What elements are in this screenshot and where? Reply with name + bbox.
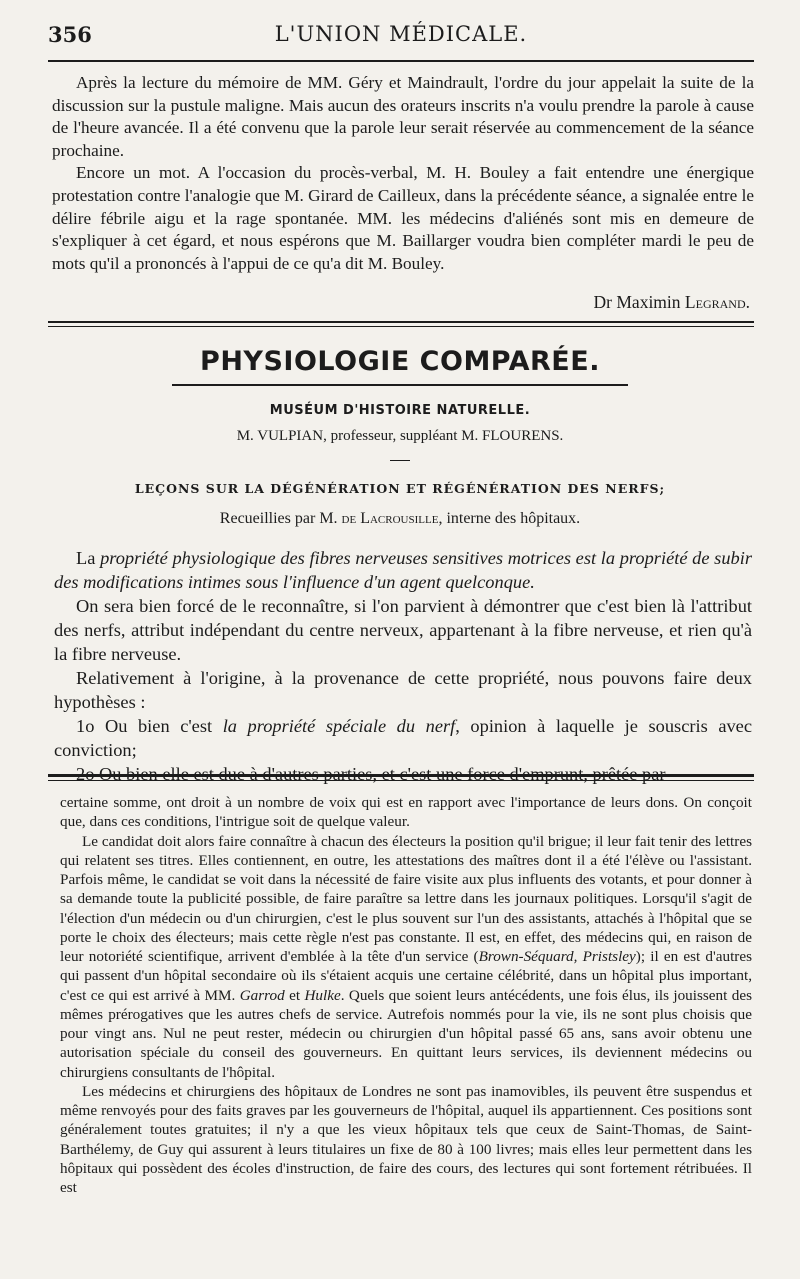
italic-thesis: propriété physiologique des fibres nerveuses sensitives motrices est la propriété de subir des modifications intimes sous l'influence d'un agent quelconque. [54, 548, 752, 592]
body-paragraph: 1o Ou bien c'est la propriété spéciale du nerf, opinion à laquelle je souscris avec conviction; [54, 716, 752, 760]
feuilleton-paragraph: Les médecins et chirurgiens des hôpitaux de Londres ne sont pas inamovibles, ils peuvent être suspendus et même renvoyés pour des faits graves par les gouverneurs de l'hôpital, auquel ils appartiennent. Ces positions sont généralement toutes gratuites; il n'y a que les vieux hôpitaux tels que ceux de Saint-Thomas, de Saint-Barthélemy, de Guy qui assurent à leurs titulaires un fixe de 80 à 100 livres; mais elles leur permettent dans les hôpitaux qui possèdent des écoles d'instruction, de faire des cours, des lectures qui sont fortement rétribuées. Il est [60, 1082, 752, 1196]
signature [594, 292, 750, 313]
lesson-title: LEÇONS SUR LA DÉGÉNÉRATION ET RÉGÉNÉRATION DES NERFS; [134, 481, 666, 496]
section-title: PHYSIOLOGIE COMPARÉE. [200, 346, 600, 377]
section-rule-bottom [48, 326, 754, 327]
title-underline [172, 384, 628, 386]
collected-name: de Lacrousille [341, 510, 439, 527]
signature-name: Legrand. [684, 292, 750, 312]
page-number: 356 [48, 22, 92, 47]
institution: MUSÉUM D'HISTOIRE NATURELLE. [269, 403, 531, 418]
top-paragraph: Encore un mot. A l'occasion du procès-verbal, M. H. Bouley a fait entendre une énergique protestation contre l'analogie que M. Girard de Cailleux, dans la précédente séance, a signalée entre le délire fébrile aigu et la rage spontanée. MM. les médecins d'aliénés sont mis en demeure de s'expliquer à cet égard, et nous espérons que M. Baillarger voudra bien compléter mardi le peu de mots qu'il a prononcés à l'appui de ce qu'a dit M. Bouley. [52, 163, 754, 273]
header-rule [48, 60, 754, 62]
feuilleton-rule-top [48, 774, 754, 777]
section-rule-top [48, 321, 754, 323]
lecture-body [54, 546, 752, 786]
professor: M. VULPIAN, professeur, suppléant M. FLOURENS. [236, 428, 564, 444]
journal-title: L'UNION MÉDICALE. [274, 22, 528, 46]
collected-by [0, 510, 800, 528]
collected-prefix: Recueillies par M. [219, 510, 342, 527]
top-article [52, 72, 754, 275]
signature-prefix: Dr Maximin [593, 292, 685, 312]
feuilleton [60, 793, 752, 1197]
collected-suffix: , interne des hôpitaux. [438, 510, 581, 527]
body-paragraph: La propriété physiologique des fibres nerveuses sensitives motrices est la propriété de subir des modifications intimes sous l'influence d'un agent quelconque. [54, 548, 752, 592]
feuilleton-paragraph: certaine somme, ont droit à un nombre de voix qui est en rapport avec l'importance de leurs dons. On conçoit que, dans ces conditions, l'intrigue soit de quelque valeur. [60, 794, 752, 831]
page-header [48, 20, 754, 50]
feuilleton-rule-bottom [48, 780, 754, 781]
short-divider [390, 460, 410, 461]
body-paragraph: On sera bien forcé de le reconnaître, si l'on parvient à démontrer que c'est bien là l'attribut des nerfs, attribut indépendant du centre nerveux, appartenant à la fibre nerveuse, et rien qu'à la fibre nerveuse. [54, 596, 752, 664]
top-paragraph: Après la lecture du mémoire de MM. Géry et Maindrault, l'ordre du jour appelait la suite de la discussion sur la pustule maligne. Mais aucun des orateurs inscrits n'a voulu prendre la parole à cause de l'heure avancée. Il a été convenu que la parole leur serait réservée au commencement de la séance prochaine. [52, 73, 754, 160]
body-paragraph: Relativement à l'origine, à la provenance de cette propriété, nous pouvons faire deux hypothèses : [54, 668, 752, 712]
feuilleton-paragraph: Le candidat doit alors faire connaître à chacun des électeurs la position qu'il brigue; il leur fait tenir des lettres qui relatent ses titres. Elles contiennent, en outre, les attestations des maîtres dont il a été l'élève ou l'assistant. Parfois même, le candidat se voit dans la nécessité de faire visite aux plus influents des votants, et pour donner à sa demande toute la publicité possible, de faire paraître sa lettre dans les journaux politiques. Lorsqu'il s'agit de l'élection d'un médecin ou d'un chirurgien, c'est le plus souvent sur l'un des assistants, attachés à l'hôpital que se porte le choix des électeurs; mais cette règle n'est pas constante. Il est, en effet, des médecins qui, en raison de leur notoriété scientifique, arrivent d'emblée à la tête d'un service (Brown-Séquard, Pristsley); il en est d'autres qui passent d'un hôpital secondaire où ils s'étaient acquis une certaine célébrité, dans un hôpital plus important, c'est ce qui est arrivé à MM. Garrod et Hulke. Quels que soient leurs antécédents, une fois élus, ils jouissent des mêmes prérogatives que les autres chefs de service. Autrefois nommés pour la vie, ils ne sont plus choisis que pour vingt ans. Nul ne peut rester, médecin ou chirurgien d'un hôpital passé 65 ans, sans avoir obtenu une autorisation spéciale du conseil des gouverneurs. En quittant leurs services, ils deviennent médecins ou chirurgiens consultants de l'hôpital. [60, 832, 752, 1081]
